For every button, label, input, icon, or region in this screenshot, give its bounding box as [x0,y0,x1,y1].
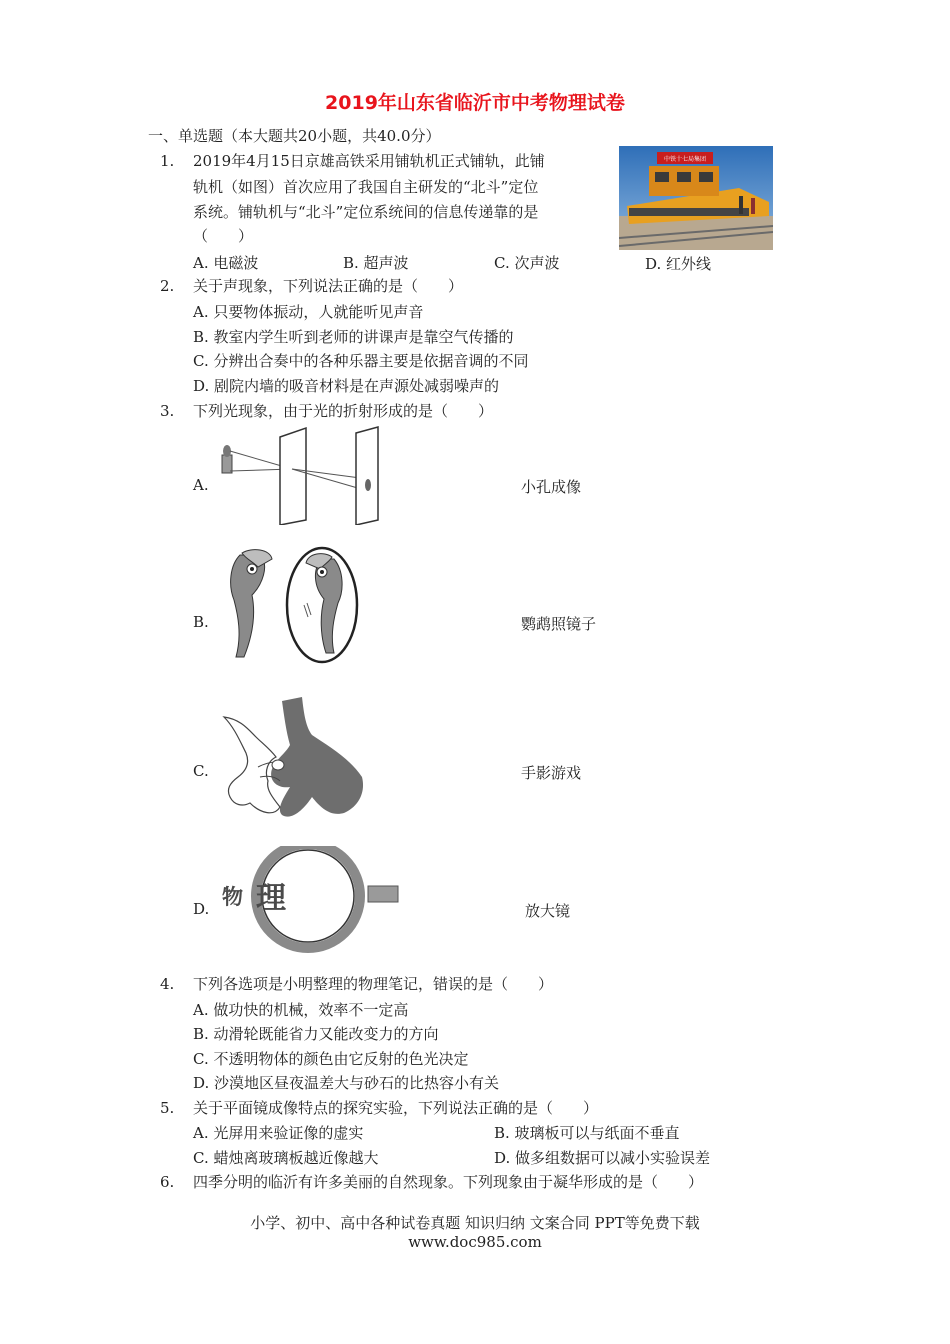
question-1-line-1: 2019年4月15日京雄高铁采用铺轨机正式铺轨，此铺 [193,152,545,170]
question-5-option-b: B. 玻璃板可以与纸面不垂直 [494,1124,680,1142]
question-6-number: 6. [160,1173,175,1191]
question-4-option-d: D. 沙漠地区昼夜温差大与砂石的比热容小有关 [193,1074,500,1092]
question-2-option-b: B. 教室内学生听到老师的讲课声是靠空气传播的 [193,328,514,346]
question-5-number: 5. [160,1099,175,1117]
question-3-option-d-letter: D. [193,900,210,918]
question-6-stem: 四季分明的临沂有许多美丽的自然现象。下列现象由于凝华形成的是（ ） [193,1173,704,1191]
question-4-option-c: C. 不透明物体的颜色由它反射的色光决定 [193,1050,469,1068]
question-4-option-b: B. 动滑轮既能省力又能改变力的方向 [193,1025,439,1043]
question-2-option-d: D. 剧院内墙的吸音材料是在声源处减弱噪声的 [193,377,500,395]
magnified-text-large: 理 [256,881,286,916]
page-title: 2019年山东省临沂市中考物理试卷 [325,92,625,114]
question-1-option-a: A. 电磁波 [193,254,259,272]
question-3-number: 3. [160,402,175,420]
footer-promo-text: 小学、初中、高中各种试卷真题 知识归纳 文案合同 PPT等免费下载 [250,1214,700,1232]
question-3-option-a-caption: 小孔成像 [521,478,582,496]
question-2-number: 2. [160,277,175,295]
question-5-option-a: A. 光屏用来验证像的虚实 [193,1124,364,1142]
question-3-option-d-caption: 放大镜 [525,902,571,920]
question-2-option-c: C. 分辨出合奏中的各种乐器主要是依据音调的不同 [193,352,529,370]
magnified-text-small: 物 [222,885,243,909]
question-1-line-4: （ ） [193,227,254,245]
question-4-stem: 下列各选项是小明整理的物理笔记，错误的是（ ） [193,975,554,993]
question-2-option-a: A. 只要物体振动，人就能听见声音 [193,303,424,321]
section-header: 一、单选题（本大题共20小题，共40.0分） [148,127,441,145]
pinhole-imaging-image [218,425,393,525]
question-5-option-d: D. 做多组数据可以减小实验误差 [494,1149,711,1167]
photo-banner-text: 中铁十七局集团 [663,156,707,163]
question-3-option-b-caption: 鹦鹉照镜子 [521,615,597,633]
question-3-option-c-caption: 手影游戏 [521,764,582,782]
question-3-option-a-letter: A. [193,476,209,494]
question-1-line-2: 轨机（如图）首次应用了我国自主研发的“北斗”定位 [193,178,539,196]
question-3-option-b-letter: B. [193,613,209,631]
question-4-number: 4. [160,975,175,993]
magnifying-glass-image [220,846,400,956]
track-laying-machine-photo [619,146,773,250]
question-5-stem: 关于平面镜成像特点的探究实验，下列说法正确的是（ ） [193,1099,599,1117]
question-3-option-c-letter: C. [193,762,209,780]
question-1-option-d: D. 红外线 [645,255,712,273]
parrot-mirror-image [222,545,362,665]
footer-website-link[interactable]: www.doc985.com [408,1233,542,1251]
question-1-number: 1. [160,152,175,170]
question-1-option-c: C. 次声波 [494,254,560,272]
question-1-line-3: 系统。铺轨机与“北斗”定位系统间的信息传递靠的是 [193,203,539,221]
question-4-option-a: A. 做功快的机械，效率不一定高 [193,1001,409,1019]
hand-shadow-image [220,697,370,825]
question-5-option-c: C. 蜡烛离玻璃板越近像越大 [193,1149,379,1167]
question-3-stem: 下列光现象，由于光的折射形成的是（ ） [193,402,494,420]
question-1-option-b: B. 超声波 [343,254,409,272]
question-2-stem: 关于声现象，下列说法正确的是（ ） [193,277,464,295]
